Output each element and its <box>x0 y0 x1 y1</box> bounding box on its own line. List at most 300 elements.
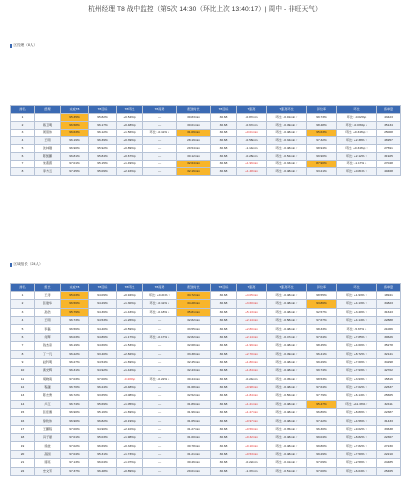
column-header[interactable]: 排名 <box>11 106 35 114</box>
table-cell: 13 <box>11 392 35 400</box>
table-cell: 环比: -0.48min ↑ <box>267 292 307 300</box>
table-row <box>11 450 401 458</box>
table-cell: 30.68 <box>211 333 237 341</box>
table-row <box>11 333 401 341</box>
table-cell: -0.22min <box>237 459 267 467</box>
table-cell: 99.04% <box>307 434 337 442</box>
table-cell: 环比: -0.48min ↑ <box>267 325 307 333</box>
column-header[interactable]: 完成T8 <box>61 106 89 114</box>
column-header[interactable]: 环比 <box>337 284 377 292</box>
table-cell: 30.68 <box>211 358 237 366</box>
table-cell: 2 <box>11 121 35 129</box>
table-cell: 30.68 <box>211 459 237 467</box>
table-cell: — <box>143 459 177 467</box>
table-cell: +1.84min <box>237 367 267 375</box>
table-cell: +0.32min <box>237 434 267 442</box>
table-row <box>11 417 401 425</box>
table-cell: 30.68 <box>211 375 237 383</box>
column-header[interactable]: 排名 <box>11 284 35 292</box>
table-cell: 93.40% <box>89 350 117 358</box>
table-cell: 沈林刚 <box>35 145 61 153</box>
column-header[interactable]: 完成T8 <box>61 284 89 292</box>
table-cell: 24485 <box>377 459 401 467</box>
table-cell: +0.19%p <box>117 417 143 425</box>
table-cell: 97.79% <box>307 392 337 400</box>
table-row <box>11 367 401 375</box>
column-header[interactable]: T8环比 <box>117 106 143 114</box>
table-cell: -0.24min <box>237 375 267 383</box>
table-cell: 环比: -0.52min ↑ <box>267 152 307 160</box>
table-cell: 7 <box>11 160 35 168</box>
table-cell: +1.05%p <box>117 400 143 408</box>
table-cell: 10 <box>11 367 35 375</box>
table-cell: 95.92% <box>89 145 117 153</box>
table-cell: +1.27min <box>237 409 267 417</box>
table-row <box>11 442 401 450</box>
table-cell: 环比: +3.93% ↑ <box>337 375 377 383</box>
table-cell: 31.96min <box>177 409 211 417</box>
table-cell: 3 <box>11 308 35 316</box>
table-cell: 95.82% <box>89 114 117 122</box>
table-cell: — <box>143 114 177 122</box>
table-cell: 环比: +7.85% ↑ <box>337 333 377 341</box>
table-cell: — <box>143 442 177 450</box>
table-cell: 李方云 <box>35 168 61 176</box>
column-header[interactable]: T距离环比 <box>267 284 307 292</box>
table-cell: 97.02% <box>61 442 89 450</box>
table-cell: +2.10%p <box>117 425 143 433</box>
table-cell: 环比: -0.48min ↑ <box>267 442 307 450</box>
table-cell: 陈凯鹏 <box>35 152 61 160</box>
table-cell: 31.68min <box>177 383 211 391</box>
section-leader-label-text: 区域组长（24人） <box>13 262 43 266</box>
table-cell: 环比: -0.03%p ↓ <box>337 121 377 129</box>
table-cell: 环比: -0.48min ↑ <box>267 129 307 137</box>
table-cell: +0.39%p <box>117 137 143 145</box>
column-header[interactable]: 经理 <box>35 106 61 114</box>
table-cell: 97.01% <box>61 160 89 168</box>
table-cell: 18 <box>11 434 35 442</box>
table-cell: 31925 <box>377 152 401 160</box>
table-cell: 环比: -0.51min ↑ <box>267 467 307 475</box>
section-manager-label <box>10 43 37 48</box>
table-cell: 35.81min <box>177 308 211 316</box>
table-cell: 30626 <box>377 333 401 341</box>
table-cell: +1.99min <box>237 342 267 350</box>
table-cell: 35134 <box>377 121 401 129</box>
table-cell: 环比: -0.49min ↑ <box>267 350 307 358</box>
table-cell: 22387 <box>377 409 401 417</box>
table-cell: 22888 <box>377 317 401 325</box>
table-cell: 环比: -0.48min ↑ <box>267 367 307 375</box>
column-header[interactable]: T8环比 <box>117 284 143 292</box>
table-cell: 27230 <box>377 442 401 450</box>
table-cell: — <box>143 350 177 358</box>
table-cell: 30.68 <box>211 383 237 391</box>
table-cell: 环比: -0.48min ↑ <box>267 434 307 442</box>
table-cell: 何辉 <box>35 333 61 341</box>
table-row <box>11 409 401 417</box>
table-cell: 30.68 <box>211 400 237 408</box>
table-cell: 30.01min <box>177 121 211 129</box>
table-cell: — <box>143 383 177 391</box>
leader-table-body <box>11 292 401 476</box>
column-header[interactable]: T8目标 <box>211 106 237 114</box>
table-cell: 97.09% <box>307 459 337 467</box>
table-cell: +2.80min <box>237 325 267 333</box>
table-cell: 1 <box>11 114 35 122</box>
column-header[interactable]: 环比 <box>337 106 377 114</box>
table-cell: 96.12% <box>89 129 117 137</box>
table-cell: +0.94%p <box>117 292 143 300</box>
table-cell: +1.21min <box>237 400 267 408</box>
table-row <box>11 308 401 316</box>
table-cell: +5.13min <box>237 308 267 316</box>
table-row <box>11 392 401 400</box>
section-manager-label-text: 区经理（8人） <box>13 43 38 47</box>
table-cell: 环比: +6.14% ↑ <box>337 392 377 400</box>
table-cell: 30.68 <box>211 121 237 129</box>
table-cell: 环比: -0.33min ↑ <box>267 160 307 168</box>
table-cell: +0.01min <box>237 129 267 137</box>
table-cell: 环比: -0.47min ↑ <box>267 333 307 341</box>
table-row <box>11 137 401 145</box>
table-cell: 环比: +1.93% ↑ <box>337 292 377 300</box>
column-header[interactable]: 异位率 <box>307 106 337 114</box>
table-row <box>11 168 401 176</box>
table-cell: 21 <box>11 459 35 467</box>
table-cell: 97.22% <box>307 417 337 425</box>
table-row <box>11 425 401 433</box>
table-row <box>11 342 401 350</box>
table-cell: 97.04% <box>61 450 89 458</box>
table-cell: 黄光辉 <box>35 367 61 375</box>
table-cell: 环比: +4.13% ↑ <box>337 300 377 308</box>
manager-table-header <box>11 106 401 114</box>
table-cell: 25008 <box>377 129 401 137</box>
table-cell: 徐波 <box>35 442 61 450</box>
table-cell: 高园 <box>35 450 61 458</box>
table-cell: 98.94% <box>307 145 337 153</box>
table-cell: 99.29% <box>307 450 337 458</box>
table-cell: 环比: +8.82% ↑ <box>337 434 377 442</box>
table-cell: 19 <box>11 442 35 450</box>
table-cell: — <box>143 392 177 400</box>
table-cell: 27591 <box>377 145 401 153</box>
table-cell: 95.69% <box>89 400 117 408</box>
table-cell: 6 <box>11 333 35 341</box>
column-header[interactable]: T8目标 <box>211 284 237 292</box>
table-cell: -1.37min <box>237 467 267 475</box>
table-row <box>11 145 401 153</box>
table-cell: 33.55min <box>177 325 211 333</box>
table-cell: — <box>143 342 177 350</box>
table-cell: +3.08%p <box>117 392 143 400</box>
table-cell: 30.68 <box>211 392 237 400</box>
table-cell: 环比: -0.48min ↑ <box>267 300 307 308</box>
table-cell: 蒋卫明 <box>35 121 61 129</box>
table-cell: +0.53min <box>237 450 267 458</box>
table-cell: 钱杰彦 <box>35 342 61 350</box>
table-cell: 96.90% <box>61 417 89 425</box>
table-cell: 42702 <box>377 367 401 375</box>
column-header[interactable]: T8趋势 <box>143 284 177 292</box>
table-cell: 9 <box>11 358 35 366</box>
table-cell: +0.89%p <box>117 467 143 475</box>
table-cell: +0.48%p <box>117 121 143 129</box>
table-cell: — <box>143 367 177 375</box>
table-cell: 30.68 <box>211 129 237 137</box>
table-cell: 31.00min <box>177 434 211 442</box>
table-cell: 史文芳 <box>35 467 61 475</box>
table-cell: 张建华 <box>35 300 61 308</box>
table-cell: 32.45min <box>177 358 211 366</box>
table-cell: 31.65min <box>177 417 211 425</box>
table-cell: 环比: -0.35min ↑ <box>267 425 307 433</box>
table-cell: 32.43min <box>177 367 211 375</box>
table-cell: 2 <box>11 300 35 308</box>
table-cell: 96.56% <box>61 325 89 333</box>
table-cell: 31.27min <box>177 425 211 433</box>
table-cell: — <box>143 152 177 160</box>
table-cell: 22 <box>11 467 35 475</box>
table-cell: 97.37% <box>61 467 89 475</box>
table-cell: 95.63% <box>307 129 337 137</box>
table-cell: 环比: +0.81% ↑ <box>337 168 377 176</box>
table-cell: 43423 <box>377 114 401 122</box>
table-cell: 张佳惠 <box>35 409 61 417</box>
table-cell: 97.03% <box>61 375 89 383</box>
table-cell: 环比: -0.11% ↓ <box>143 300 177 308</box>
leader-table <box>10 283 401 476</box>
table-cell: 环比: -0.48min ↑ <box>267 358 307 366</box>
table-cell: 环比: +7.50% ↑ <box>337 450 377 458</box>
table-cell: — <box>143 417 177 425</box>
table-cell: 30.68 <box>211 300 237 308</box>
table-cell: 5 <box>11 145 35 153</box>
table-cell: +0.59%p <box>117 325 143 333</box>
table-cell: 97.13% <box>61 459 89 467</box>
table-cell: 97.64% <box>307 383 337 391</box>
table-cell: 96.90% <box>61 409 89 417</box>
table-cell: 96.69% <box>89 442 117 450</box>
table-cell: 29.54min <box>177 145 211 153</box>
table-cell: 99.73% <box>307 114 337 122</box>
table-cell: 环比: -0.58min ↑ <box>267 317 307 325</box>
table-row <box>11 160 401 168</box>
table-row <box>11 434 401 442</box>
section-leader-label <box>10 262 43 267</box>
table-cell: 32.52min <box>177 392 211 400</box>
table-cell: 30.68 <box>211 292 237 300</box>
table-cell: 31433 <box>377 417 401 425</box>
table-cell: +1.84min <box>237 392 267 400</box>
table-cell: 徐钦伟 <box>35 417 61 425</box>
table-cell: 96.19% <box>61 137 89 145</box>
table-cell: +0.59min <box>237 425 267 433</box>
column-header[interactable]: T8目标 <box>89 284 117 292</box>
table-cell: +1.43%p <box>117 308 143 316</box>
table-cell: 15 <box>11 409 35 417</box>
leader-table-header <box>11 284 401 292</box>
table-cell: 95.47% <box>307 400 337 408</box>
table-cell: 王明 <box>35 137 61 145</box>
table-cell: 32.82min <box>177 333 211 341</box>
table-cell: 环比: +8.72% ↑ <box>337 350 377 358</box>
table-row <box>11 358 401 366</box>
table-row <box>11 459 401 467</box>
table-cell: +0.67%p <box>117 152 143 160</box>
table-cell: 11 <box>11 375 35 383</box>
table-cell: 环比: +2.59% ↑ <box>337 459 377 467</box>
table-cell: 98.45% <box>307 342 337 350</box>
table-cell: +1.07%p <box>117 459 143 467</box>
table-cell: 87.90% <box>307 160 337 168</box>
table-cell: 周思伟 <box>35 129 61 137</box>
table-cell: 18941 <box>377 292 401 300</box>
table-cell: 30.68 <box>211 434 237 442</box>
table-cell: 环比: -0.45min ↑ <box>267 375 307 383</box>
table-cell: 32141 <box>377 350 401 358</box>
table-cell: 96.70% <box>61 383 89 391</box>
table-cell: 33638 <box>377 425 401 433</box>
table-cell: +0.33%p <box>117 442 143 450</box>
table-cell: 25665 <box>377 392 401 400</box>
table-row <box>11 350 401 358</box>
table-cell: 30.68 <box>211 367 237 375</box>
table-cell: 环比: -0.48min ↑ <box>267 400 307 408</box>
column-header[interactable]: T8趋势 <box>143 106 177 114</box>
table-cell: 环比: +11.33% ↑ <box>337 400 377 408</box>
table-cell: 环比: -0.56min ↑ <box>267 392 307 400</box>
table-cell: 4 <box>11 137 35 145</box>
table-cell: 王涛 <box>35 292 61 300</box>
table-row <box>11 467 401 475</box>
manager-table <box>10 105 401 176</box>
column-header[interactable]: T8目标 <box>89 106 117 114</box>
column-header[interactable]: 客单量 <box>377 106 401 114</box>
table-cell: 31.09min <box>177 129 211 137</box>
table-cell: +3.60min <box>237 300 267 308</box>
table-cell: 96.41% <box>307 350 337 358</box>
table-cell: 赵科明 <box>35 358 61 366</box>
table-cell: 32.64min <box>177 160 211 168</box>
section-marker-icon <box>10 44 12 48</box>
table-cell: 94.40% <box>89 325 117 333</box>
table-cell: +1.73%p <box>117 450 143 458</box>
table-row <box>11 383 401 391</box>
table-cell: 95.03% <box>89 434 117 442</box>
table-cell: 94.66% <box>89 342 117 350</box>
table-cell: 环比: -0.17% ↓ <box>143 333 177 341</box>
table-cell: 98.33% <box>307 325 337 333</box>
table-cell: — <box>143 121 177 129</box>
table-cell: 31.89min <box>177 400 211 408</box>
table-cell: 环比: +8.80% ↑ <box>337 409 377 417</box>
column-header[interactable]: 客单量 <box>377 284 401 292</box>
table-cell: 环比: +7.82% ↑ <box>337 442 377 450</box>
table-cell: — <box>143 425 177 433</box>
table-cell: +0.97min <box>237 417 267 425</box>
table-cell: -0.40%p <box>117 375 143 383</box>
table-cell: 30.44min <box>177 375 211 383</box>
table-cell: 环比: -0.11% ↓ <box>143 129 177 137</box>
table-cell: -0.28min <box>237 152 267 160</box>
table-cell: +1.80min <box>237 358 267 366</box>
column-header[interactable]: T距离环比 <box>267 106 307 114</box>
table-cell: 27048 <box>377 160 401 168</box>
table-cell: 96.63% <box>61 129 89 137</box>
table-cell: 30.12min <box>177 152 211 160</box>
table-cell: 96.81% <box>61 152 89 160</box>
table-cell: +1.96min <box>237 160 267 168</box>
table-cell: 32.82min <box>177 317 211 325</box>
table-cell: 环比: +0.34%p ↑ <box>337 145 377 153</box>
column-header[interactable]: T距离 <box>237 284 267 292</box>
table-cell: — <box>143 160 177 168</box>
table-cell: 环比: +2.12% ↑ <box>337 152 377 160</box>
table-cell: 99.29% <box>307 358 337 366</box>
table-cell: 97.25% <box>61 168 89 176</box>
column-header[interactable]: 配送时长 <box>177 106 211 114</box>
table-cell: +1.26%p <box>117 317 143 325</box>
table-cell: 环比: -0.02%p <box>337 114 377 122</box>
table-row <box>11 325 401 333</box>
table-cell: 93.86% <box>307 300 337 308</box>
table-cell: 6 <box>11 152 35 160</box>
table-cell: 32.16min <box>177 168 211 176</box>
table-cell: +0.89%p <box>117 145 143 153</box>
table-cell: 17 <box>11 425 35 433</box>
table-cell: 94.92% <box>89 367 117 375</box>
table-cell: 环比: -0.49min ↑ <box>267 121 307 129</box>
table-cell: +1.69%p <box>117 409 143 417</box>
table-cell: 30.46min <box>177 459 211 467</box>
table-cell: 94.29% <box>89 300 117 308</box>
table-cell: 96.86% <box>307 409 337 417</box>
table-cell: 97.00% <box>61 425 89 433</box>
column-header[interactable]: 配送时长 <box>177 284 211 292</box>
table-cell: 环比: +6.04% ↑ <box>337 467 377 475</box>
column-header[interactable]: 异位率 <box>307 284 337 292</box>
table-cell: 94.90% <box>89 425 117 433</box>
table-cell: 96.56% <box>61 300 89 308</box>
table-cell: 环比: +7.60% ↑ <box>337 358 377 366</box>
table-cell: +4.05min <box>237 292 267 300</box>
table-cell: 朱燕霞 <box>35 160 61 168</box>
table-cell: 3 <box>11 129 35 137</box>
table-cell: +1.48min <box>237 168 267 176</box>
table-cell: 7 <box>11 342 35 350</box>
table-cell: 丁一凡 <box>35 350 61 358</box>
table-cell: -1.14min <box>237 145 267 153</box>
table-cell: 李磊 <box>35 325 61 333</box>
table-cell: 30.68 <box>211 137 237 145</box>
column-header[interactable]: T距离 <box>237 106 267 114</box>
column-header[interactable]: 组长 <box>35 284 61 292</box>
table-cell: — <box>143 145 177 153</box>
table-cell: 95.84% <box>89 152 117 160</box>
table-cell: +1.53%p <box>117 342 143 350</box>
table-cell: 46957 <box>377 137 401 145</box>
table-cell: 环比: -1.17% ↓ <box>337 160 377 168</box>
table-cell: 97.64% <box>307 333 337 341</box>
table-cell: 28.19min <box>177 137 211 145</box>
table-cell: +2.16%p <box>117 168 143 176</box>
table-cell: 96.03% <box>61 333 89 341</box>
table-cell: 30.68 <box>211 342 237 350</box>
table-cell: +0.10min <box>237 442 267 450</box>
